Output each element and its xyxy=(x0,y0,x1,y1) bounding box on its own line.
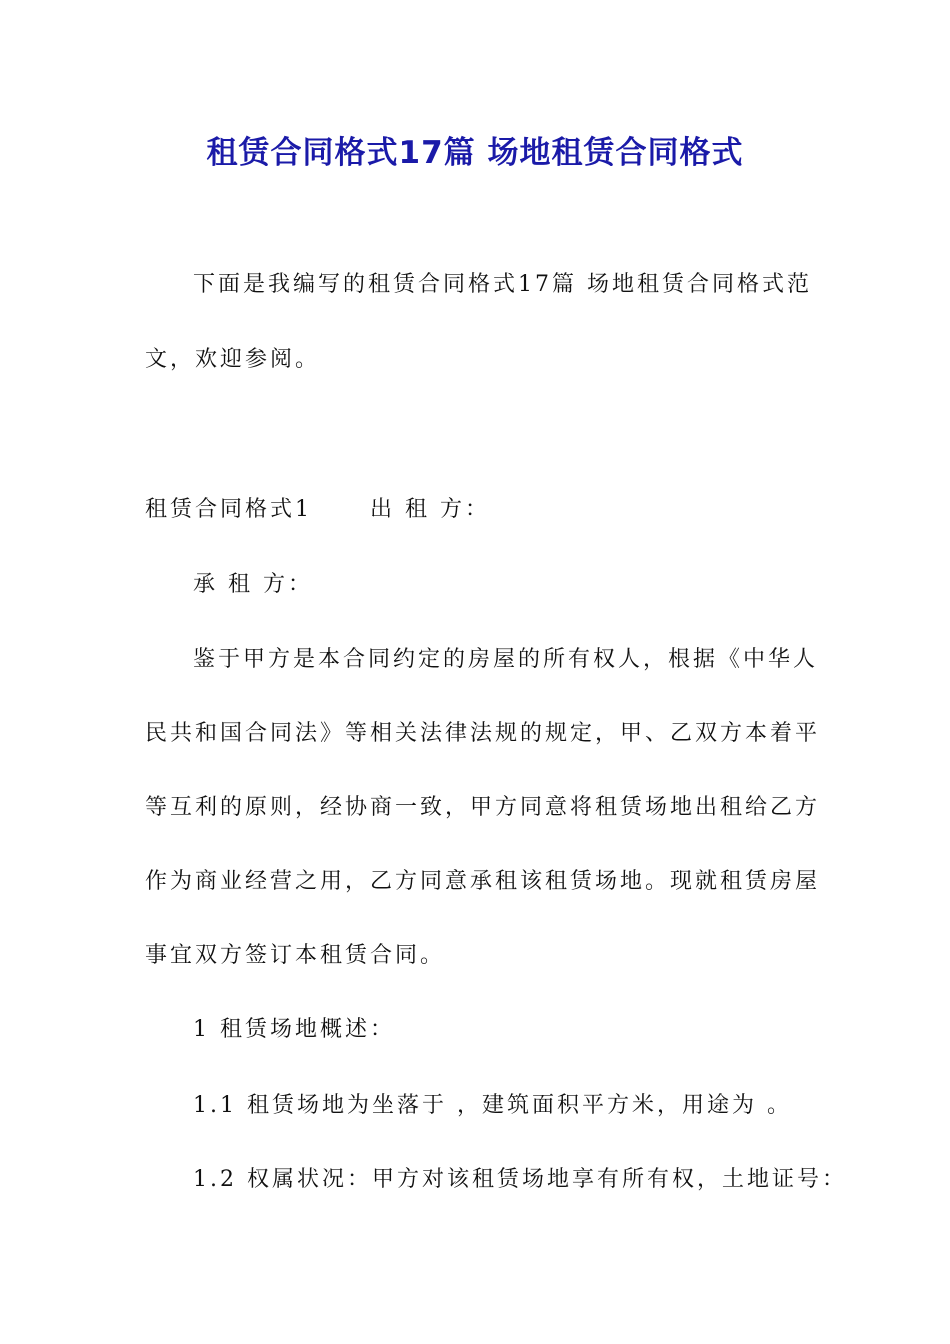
clause-1-heading: 1 租赁场地概述： xyxy=(193,1017,395,1042)
document-title: 租赁合同格式17篇 场地租赁合同格式 xyxy=(206,135,744,171)
clause-1-2: 1.2 权属状况：甲方对该租赁场地享有所有权，土地证号： xyxy=(193,1167,847,1192)
body-line-3: 等互利的原则，经协商一致，甲方同意将租赁场地出租给乙方 xyxy=(145,795,821,820)
body-line-4: 作为商业经营之用，乙方同意承租该租赁场地。现就租赁房屋 xyxy=(145,869,821,894)
body-line-2: 民共和国合同法》等相关法律法规的规定，甲、乙双方本着平 xyxy=(145,721,821,746)
section-label: 租赁合同格式1 xyxy=(145,497,312,522)
lessee-label: 承 租 方： xyxy=(193,572,313,597)
body-line-5: 事宜双方签订本租赁合同。 xyxy=(145,943,446,968)
section-heading-line xyxy=(145,490,817,530)
lessor-label: 出 租 方： xyxy=(370,497,490,522)
body-line-1: 鉴于甲方是本合同约定的房屋的所有权人，根据《中华人 xyxy=(193,647,819,672)
clause-1-1: 1.1 租赁场地为坐落于 ，建筑面积平方米，用途为 。 xyxy=(193,1093,792,1118)
intro-line-2: 文，欢迎参阅。 xyxy=(145,347,321,372)
intro-line-1: 下面是我编写的租赁合同格式17篇 场地租赁合同格式范 xyxy=(193,272,812,297)
